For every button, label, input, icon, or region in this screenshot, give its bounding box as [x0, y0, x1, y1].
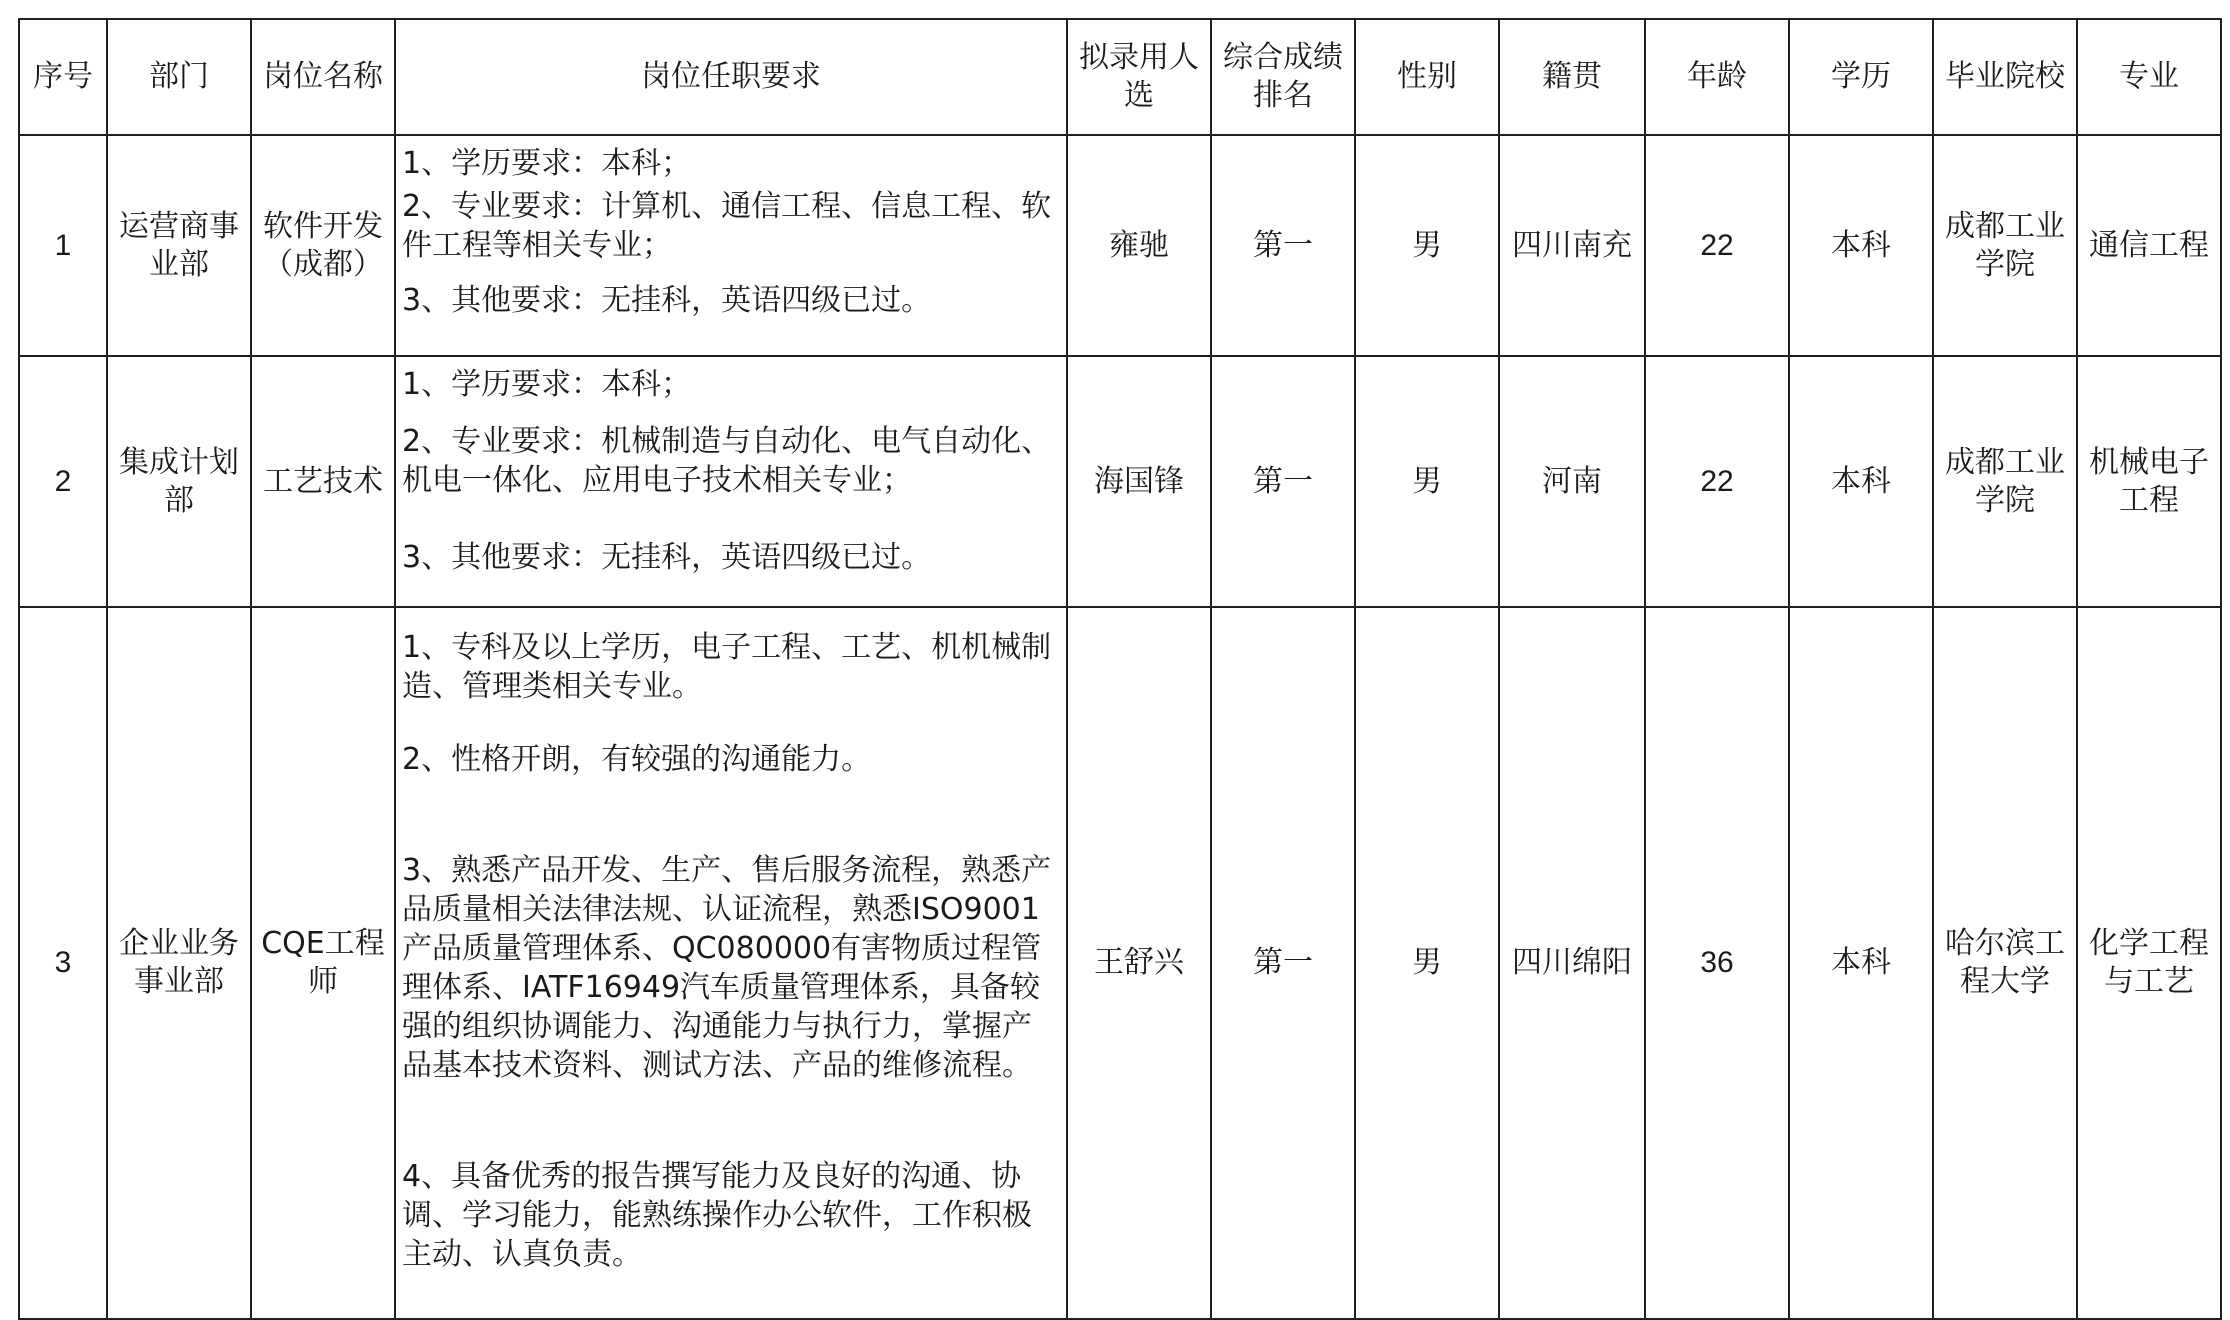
cell-requirements	[395, 356, 1067, 607]
cell-school: 成都工业学院	[1933, 356, 2077, 607]
cell-position: 工艺技术	[251, 356, 395, 607]
requirement-item: 2、专业要求：计算机、通信工程、信息工程、软件工程等相关专业；	[402, 189, 1052, 263]
cell-major: 机械电子工程	[2077, 356, 2221, 607]
cell-major: 通信工程	[2077, 135, 2221, 356]
cell-rank: 第一	[1211, 135, 1355, 356]
header-requirements: 岗位任职要求	[395, 19, 1067, 135]
cell-school: 哈尔滨工程大学	[1933, 607, 2077, 1319]
requirement-item: 1、学历要求：本科；	[402, 367, 692, 402]
cell-candidate: 雍驰	[1067, 135, 1211, 356]
cell-education: 本科	[1789, 607, 1933, 1319]
cell-position: 软件开发（成都）	[251, 135, 395, 356]
header-hometown: 籍贯	[1499, 19, 1645, 135]
cell-rank: 第一	[1211, 356, 1355, 607]
requirement-item: 4、具备优秀的报告撰写能力及良好的沟通、协调、学习能力，能熟练操作办公软件，工作积极主动、认真负责。	[402, 1159, 1032, 1272]
cell-school: 成都工业学院	[1933, 135, 2077, 356]
cell-dept: 运营商事业部	[107, 135, 251, 356]
cell-hometown: 四川南充	[1499, 135, 1645, 356]
table-row	[19, 135, 2221, 356]
cell-candidate: 王舒兴	[1067, 607, 1211, 1319]
cell-education: 本科	[1789, 135, 1933, 356]
requirement-item: 3、其他要求：无挂科，英语四级已过。	[402, 283, 932, 318]
cell-dept: 集成计划部	[107, 356, 251, 607]
requirement-item: 3、熟悉产品开发、生产、售后服务流程，熟悉产品质量相关法律法规、认证流程，熟悉ISO9001产品质量管理体系、QC080000有害物质过程管理体系、IATF16949汽车质量管理体系，具备较强的组织协调能力、沟通能力与执行力，掌握产品基本技术资料、测试方法、产品的维修流程。	[402, 853, 1052, 1083]
recruitment-table-container	[18, 18, 2222, 1320]
header-education: 学历	[1789, 19, 1933, 135]
requirement-item: 2、专业要求：机械制造与自动化、电气自动化、机电一体化、应用电子技术相关专业；	[402, 424, 1052, 498]
header-row	[19, 19, 2221, 135]
cell-gender: 男	[1355, 356, 1499, 607]
cell-candidate: 海国锋	[1067, 356, 1211, 607]
requirement-item: 1、学历要求：本科；	[402, 146, 692, 181]
table-row	[19, 356, 2221, 607]
cell-seq: 2	[19, 356, 107, 607]
cell-rank: 第一	[1211, 607, 1355, 1319]
requirement-item: 2、性格开朗，有较强的沟通能力。	[402, 742, 872, 777]
cell-hometown: 四川绵阳	[1499, 607, 1645, 1319]
cell-age: 22	[1645, 356, 1789, 607]
cell-position: CQE工程师	[251, 607, 395, 1319]
header-position: 岗位名称	[251, 19, 395, 135]
cell-seq: 1	[19, 135, 107, 356]
header-rank: 综合成绩排名	[1211, 19, 1355, 135]
cell-gender: 男	[1355, 607, 1499, 1319]
table-row	[19, 607, 2221, 1319]
cell-seq: 3	[19, 607, 107, 1319]
cell-age: 22	[1645, 135, 1789, 356]
header-candidate: 拟录用人选	[1067, 19, 1211, 135]
requirement-item: 1、专科及以上学历，电子工程、工艺、机机械制造、管理类相关专业。	[402, 630, 1052, 704]
header-school: 毕业院校	[1933, 19, 2077, 135]
cell-age: 36	[1645, 607, 1789, 1319]
requirement-item: 3、其他要求：无挂科，英语四级已过。	[402, 540, 932, 575]
recruitment-table	[18, 18, 2222, 1320]
cell-dept: 企业业务事业部	[107, 607, 251, 1319]
cell-major: 化学工程与工艺	[2077, 607, 2221, 1319]
cell-requirements	[395, 135, 1067, 356]
cell-education: 本科	[1789, 356, 1933, 607]
header-dept: 部门	[107, 19, 251, 135]
header-major: 专业	[2077, 19, 2221, 135]
cell-gender: 男	[1355, 135, 1499, 356]
header-age: 年龄	[1645, 19, 1789, 135]
header-seq: 序号	[19, 19, 107, 135]
cell-hometown: 河南	[1499, 356, 1645, 607]
cell-requirements	[395, 607, 1067, 1319]
header-gender: 性别	[1355, 19, 1499, 135]
